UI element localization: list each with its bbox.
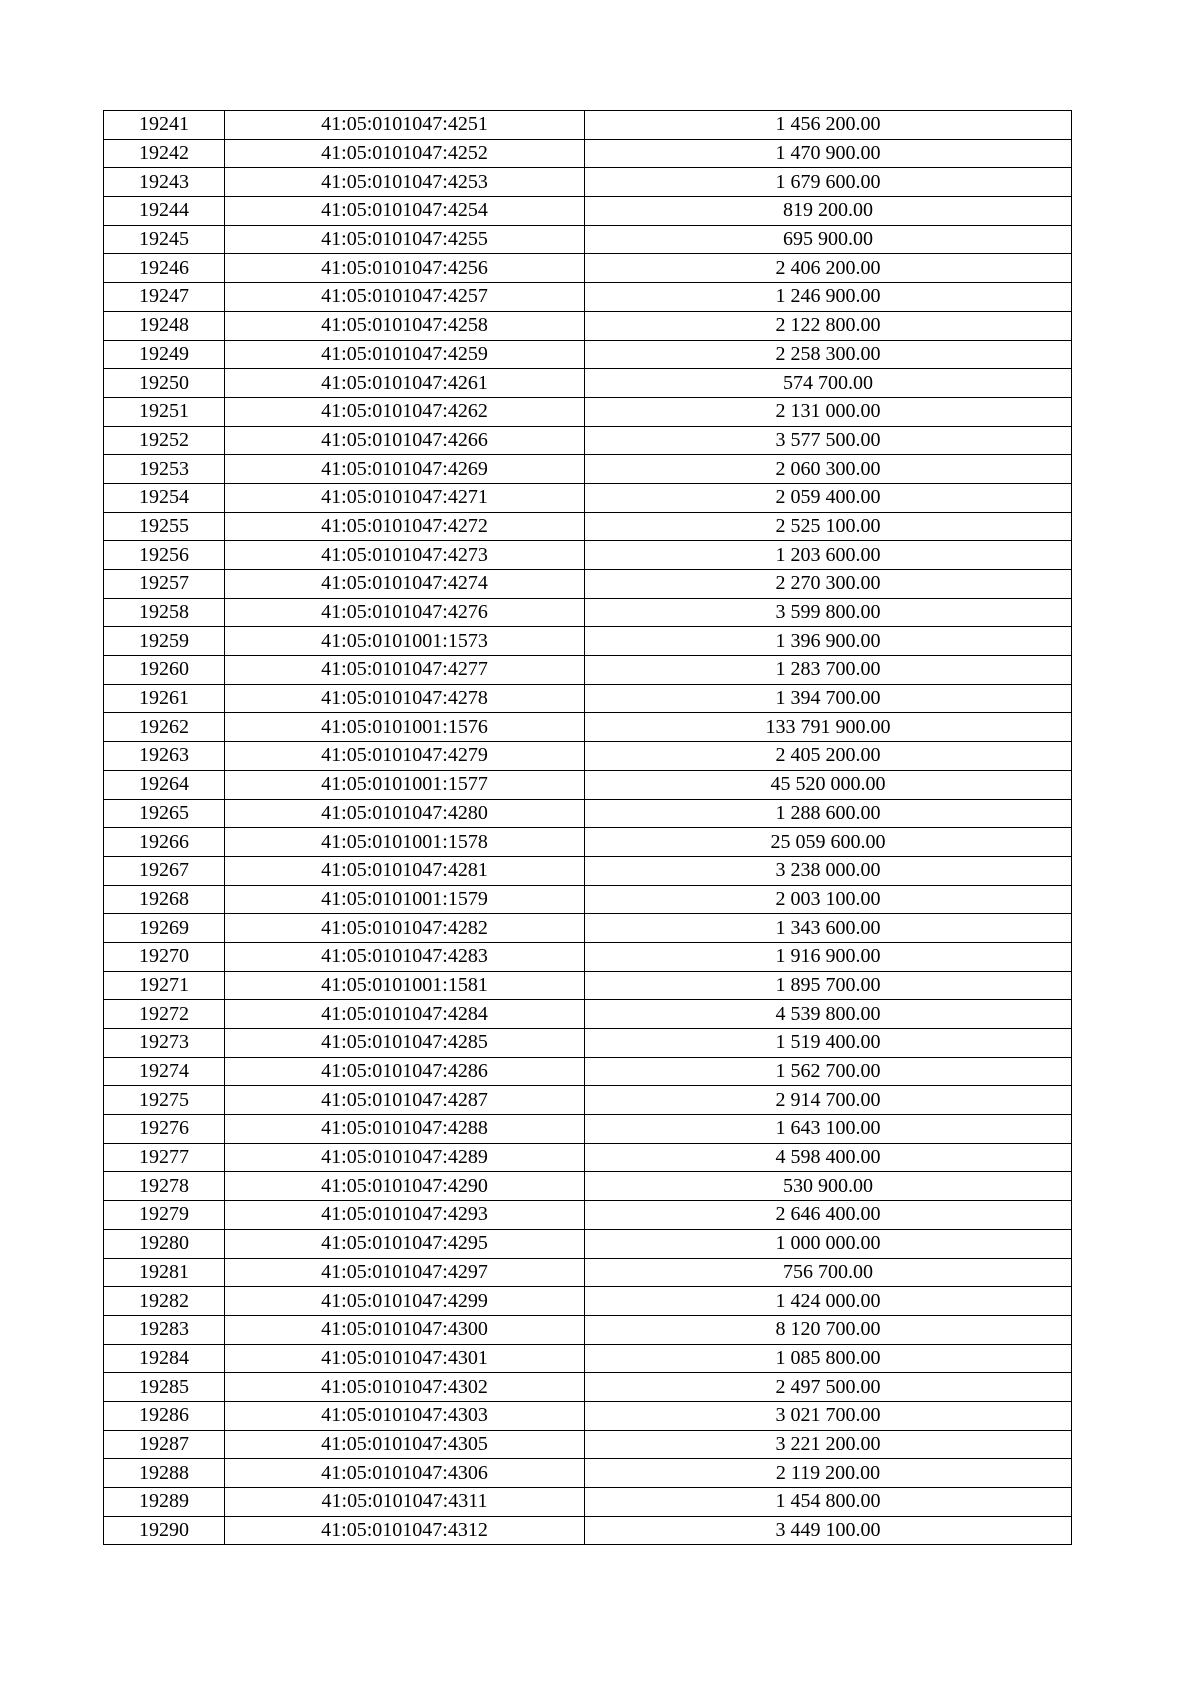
row-number-cell: 19243 — [104, 168, 225, 197]
value-cell: 819 200.00 — [585, 197, 1072, 226]
table-row — [104, 369, 1072, 398]
cadastral-number-cell: 41:05:0101047:4280 — [225, 799, 585, 828]
table-row — [104, 1516, 1072, 1545]
value-cell: 1 519 400.00 — [585, 1029, 1072, 1058]
cadastral-number-cell: 41:05:0101047:4274 — [225, 570, 585, 599]
table-row — [104, 455, 1072, 484]
row-number-cell: 19274 — [104, 1057, 225, 1086]
value-cell: 4 539 800.00 — [585, 1000, 1072, 1029]
value-cell: 1 470 900.00 — [585, 139, 1072, 168]
cadastral-number-cell: 41:05:0101001:1578 — [225, 828, 585, 857]
value-cell: 1 895 700.00 — [585, 971, 1072, 1000]
row-number-cell: 19275 — [104, 1086, 225, 1115]
row-number-cell: 19251 — [104, 397, 225, 426]
row-number-cell: 19253 — [104, 455, 225, 484]
table-row — [104, 1086, 1072, 1115]
row-number-cell: 19290 — [104, 1516, 225, 1545]
value-cell: 1 456 200.00 — [585, 111, 1072, 140]
cadastral-number-cell: 41:05:0101047:4271 — [225, 483, 585, 512]
value-cell: 3 449 100.00 — [585, 1516, 1072, 1545]
row-number-cell: 19273 — [104, 1029, 225, 1058]
value-cell: 1 394 700.00 — [585, 684, 1072, 713]
row-number-cell: 19250 — [104, 369, 225, 398]
table-row — [104, 1373, 1072, 1402]
row-number-cell: 19264 — [104, 770, 225, 799]
row-number-cell: 19280 — [104, 1229, 225, 1258]
row-number-cell: 19256 — [104, 541, 225, 570]
value-cell: 3 221 200.00 — [585, 1430, 1072, 1459]
value-cell: 2 122 800.00 — [585, 311, 1072, 340]
cadastral-number-cell: 41:05:0101047:4306 — [225, 1459, 585, 1488]
cadastral-value-table — [103, 110, 1072, 1545]
table-row — [104, 770, 1072, 799]
table-body — [104, 111, 1072, 1545]
cadastral-number-cell: 41:05:0101047:4312 — [225, 1516, 585, 1545]
cadastral-number-cell: 41:05:0101047:4257 — [225, 283, 585, 312]
row-number-cell: 19259 — [104, 627, 225, 656]
value-cell: 2 131 000.00 — [585, 397, 1072, 426]
cadastral-number-cell: 41:05:0101047:4252 — [225, 139, 585, 168]
row-number-cell: 19249 — [104, 340, 225, 369]
value-cell: 133 791 900.00 — [585, 713, 1072, 742]
value-cell: 45 520 000.00 — [585, 770, 1072, 799]
row-number-cell: 19269 — [104, 914, 225, 943]
table-row — [104, 197, 1072, 226]
cadastral-number-cell: 41:05:0101047:4303 — [225, 1401, 585, 1430]
cadastral-number-cell: 41:05:0101001:1579 — [225, 885, 585, 914]
table-row — [104, 541, 1072, 570]
value-cell: 2 525 100.00 — [585, 512, 1072, 541]
table-row — [104, 1488, 1072, 1517]
cadastral-number-cell: 41:05:0101047:4272 — [225, 512, 585, 541]
table-row — [104, 1201, 1072, 1230]
row-number-cell: 19283 — [104, 1315, 225, 1344]
table-row — [104, 1459, 1072, 1488]
row-number-cell: 19267 — [104, 856, 225, 885]
table-row — [104, 311, 1072, 340]
row-number-cell: 19286 — [104, 1401, 225, 1430]
table-row — [104, 1344, 1072, 1373]
value-cell: 1 246 900.00 — [585, 283, 1072, 312]
value-cell: 695 900.00 — [585, 225, 1072, 254]
row-number-cell: 19276 — [104, 1115, 225, 1144]
row-number-cell: 19248 — [104, 311, 225, 340]
row-number-cell: 19287 — [104, 1430, 225, 1459]
table-row — [104, 627, 1072, 656]
cadastral-number-cell: 41:05:0101047:4251 — [225, 111, 585, 140]
row-number-cell: 19244 — [104, 197, 225, 226]
row-number-cell: 19277 — [104, 1143, 225, 1172]
row-number-cell: 19241 — [104, 111, 225, 140]
value-cell: 2 270 300.00 — [585, 570, 1072, 599]
cadastral-number-cell: 41:05:0101047:4255 — [225, 225, 585, 254]
value-cell: 4 598 400.00 — [585, 1143, 1072, 1172]
cadastral-number-cell: 41:05:0101047:4287 — [225, 1086, 585, 1115]
value-cell: 2 059 400.00 — [585, 483, 1072, 512]
cadastral-number-cell: 41:05:0101047:4281 — [225, 856, 585, 885]
table-row — [104, 340, 1072, 369]
row-number-cell: 19257 — [104, 570, 225, 599]
cadastral-number-cell: 41:05:0101047:4282 — [225, 914, 585, 943]
cadastral-number-cell: 41:05:0101047:4273 — [225, 541, 585, 570]
value-cell: 756 700.00 — [585, 1258, 1072, 1287]
cadastral-number-cell: 41:05:0101047:4283 — [225, 942, 585, 971]
cadastral-number-cell: 41:05:0101047:4301 — [225, 1344, 585, 1373]
row-number-cell: 19289 — [104, 1488, 225, 1517]
row-number-cell: 19255 — [104, 512, 225, 541]
value-cell: 2 060 300.00 — [585, 455, 1072, 484]
value-cell: 2 119 200.00 — [585, 1459, 1072, 1488]
table-row — [104, 1315, 1072, 1344]
row-number-cell: 19247 — [104, 283, 225, 312]
row-number-cell: 19262 — [104, 713, 225, 742]
value-cell: 1 916 900.00 — [585, 942, 1072, 971]
table-row — [104, 598, 1072, 627]
table-row — [104, 713, 1072, 742]
row-number-cell: 19272 — [104, 1000, 225, 1029]
cadastral-number-cell: 41:05:0101047:4258 — [225, 311, 585, 340]
value-cell: 530 900.00 — [585, 1172, 1072, 1201]
value-cell: 2 405 200.00 — [585, 742, 1072, 771]
cadastral-number-cell: 41:05:0101047:4293 — [225, 1201, 585, 1230]
value-cell: 1 562 700.00 — [585, 1057, 1072, 1086]
table-row — [104, 799, 1072, 828]
value-cell: 2 646 400.00 — [585, 1201, 1072, 1230]
table-row — [104, 885, 1072, 914]
value-cell: 1 288 600.00 — [585, 799, 1072, 828]
value-cell: 1 424 000.00 — [585, 1287, 1072, 1316]
row-number-cell: 19278 — [104, 1172, 225, 1201]
cadastral-number-cell: 41:05:0101047:4305 — [225, 1430, 585, 1459]
cadastral-number-cell: 41:05:0101001:1577 — [225, 770, 585, 799]
table-row — [104, 426, 1072, 455]
cadastral-number-cell: 41:05:0101047:4254 — [225, 197, 585, 226]
cadastral-number-cell: 41:05:0101047:4302 — [225, 1373, 585, 1402]
table-row — [104, 742, 1072, 771]
row-number-cell: 19258 — [104, 598, 225, 627]
cadastral-number-cell: 41:05:0101047:4290 — [225, 1172, 585, 1201]
cadastral-number-cell: 41:05:0101001:1581 — [225, 971, 585, 1000]
cadastral-number-cell: 41:05:0101047:4285 — [225, 1029, 585, 1058]
table-row — [104, 1172, 1072, 1201]
cadastral-number-cell: 41:05:0101001:1573 — [225, 627, 585, 656]
row-number-cell: 19263 — [104, 742, 225, 771]
cadastral-number-cell: 41:05:0101047:4286 — [225, 1057, 585, 1086]
table-row — [104, 656, 1072, 685]
cadastral-number-cell: 41:05:0101047:4261 — [225, 369, 585, 398]
value-cell: 2 258 300.00 — [585, 340, 1072, 369]
cadastral-number-cell: 41:05:0101047:4289 — [225, 1143, 585, 1172]
cadastral-number-cell: 41:05:0101001:1576 — [225, 713, 585, 742]
cadastral-number-cell: 41:05:0101047:4266 — [225, 426, 585, 455]
table-row — [104, 828, 1072, 857]
table-row — [104, 483, 1072, 512]
cadastral-number-cell: 41:05:0101047:4297 — [225, 1258, 585, 1287]
value-cell: 1 000 000.00 — [585, 1229, 1072, 1258]
table-row — [104, 1029, 1072, 1058]
cadastral-number-cell: 41:05:0101047:4299 — [225, 1287, 585, 1316]
cadastral-number-cell: 41:05:0101047:4277 — [225, 656, 585, 685]
value-cell: 1 454 800.00 — [585, 1488, 1072, 1517]
cadastral-number-cell: 41:05:0101047:4262 — [225, 397, 585, 426]
row-number-cell: 19284 — [104, 1344, 225, 1373]
table-row — [104, 856, 1072, 885]
cadastral-number-cell: 41:05:0101047:4276 — [225, 598, 585, 627]
value-cell: 3 238 000.00 — [585, 856, 1072, 885]
row-number-cell: 19261 — [104, 684, 225, 713]
table-row — [104, 1057, 1072, 1086]
cadastral-number-cell: 41:05:0101047:4295 — [225, 1229, 585, 1258]
value-cell: 3 577 500.00 — [585, 426, 1072, 455]
table-row — [104, 397, 1072, 426]
table-row — [104, 684, 1072, 713]
row-number-cell: 19281 — [104, 1258, 225, 1287]
row-number-cell: 19271 — [104, 971, 225, 1000]
value-cell: 1 283 700.00 — [585, 656, 1072, 685]
row-number-cell: 19285 — [104, 1373, 225, 1402]
row-number-cell: 19288 — [104, 1459, 225, 1488]
table-row — [104, 1000, 1072, 1029]
table-row — [104, 1287, 1072, 1316]
table-row — [104, 254, 1072, 283]
row-number-cell: 19266 — [104, 828, 225, 857]
value-cell: 2 406 200.00 — [585, 254, 1072, 283]
row-number-cell: 19252 — [104, 426, 225, 455]
value-cell: 3 599 800.00 — [585, 598, 1072, 627]
table-row — [104, 942, 1072, 971]
cadastral-number-cell: 41:05:0101047:4279 — [225, 742, 585, 771]
cadastral-number-cell: 41:05:0101047:4256 — [225, 254, 585, 283]
cadastral-number-cell: 41:05:0101047:4284 — [225, 1000, 585, 1029]
table-row — [104, 570, 1072, 599]
value-cell: 25 059 600.00 — [585, 828, 1072, 857]
table-row — [104, 283, 1072, 312]
table-row — [104, 512, 1072, 541]
cadastral-number-cell: 41:05:0101047:4259 — [225, 340, 585, 369]
cadastral-number-cell: 41:05:0101047:4253 — [225, 168, 585, 197]
row-number-cell: 19246 — [104, 254, 225, 283]
value-cell: 1 643 100.00 — [585, 1115, 1072, 1144]
cadastral-number-cell: 41:05:0101047:4278 — [225, 684, 585, 713]
value-cell: 2 003 100.00 — [585, 885, 1072, 914]
value-cell: 2 914 700.00 — [585, 1086, 1072, 1115]
cadastral-number-cell: 41:05:0101047:4300 — [225, 1315, 585, 1344]
table-row — [104, 1430, 1072, 1459]
table-row — [104, 914, 1072, 943]
table-row — [104, 1229, 1072, 1258]
value-cell: 1 085 800.00 — [585, 1344, 1072, 1373]
value-cell: 3 021 700.00 — [585, 1401, 1072, 1430]
value-cell: 2 497 500.00 — [585, 1373, 1072, 1402]
row-number-cell: 19260 — [104, 656, 225, 685]
table-row — [104, 971, 1072, 1000]
row-number-cell: 19268 — [104, 885, 225, 914]
cadastral-number-cell: 41:05:0101047:4269 — [225, 455, 585, 484]
value-cell: 1 203 600.00 — [585, 541, 1072, 570]
row-number-cell: 19265 — [104, 799, 225, 828]
value-cell: 8 120 700.00 — [585, 1315, 1072, 1344]
cadastral-number-cell: 41:05:0101047:4311 — [225, 1488, 585, 1517]
table-row — [104, 168, 1072, 197]
row-number-cell: 19282 — [104, 1287, 225, 1316]
row-number-cell: 19254 — [104, 483, 225, 512]
table-row — [104, 1258, 1072, 1287]
value-cell: 1 343 600.00 — [585, 914, 1072, 943]
table-row — [104, 111, 1072, 140]
row-number-cell: 19245 — [104, 225, 225, 254]
row-number-cell: 19279 — [104, 1201, 225, 1230]
row-number-cell: 19270 — [104, 942, 225, 971]
value-cell: 574 700.00 — [585, 369, 1072, 398]
table-row — [104, 1401, 1072, 1430]
table-row — [104, 225, 1072, 254]
table-row — [104, 139, 1072, 168]
table-row — [104, 1143, 1072, 1172]
cadastral-number-cell: 41:05:0101047:4288 — [225, 1115, 585, 1144]
table-row — [104, 1115, 1072, 1144]
row-number-cell: 19242 — [104, 139, 225, 168]
value-cell: 1 679 600.00 — [585, 168, 1072, 197]
value-cell: 1 396 900.00 — [585, 627, 1072, 656]
